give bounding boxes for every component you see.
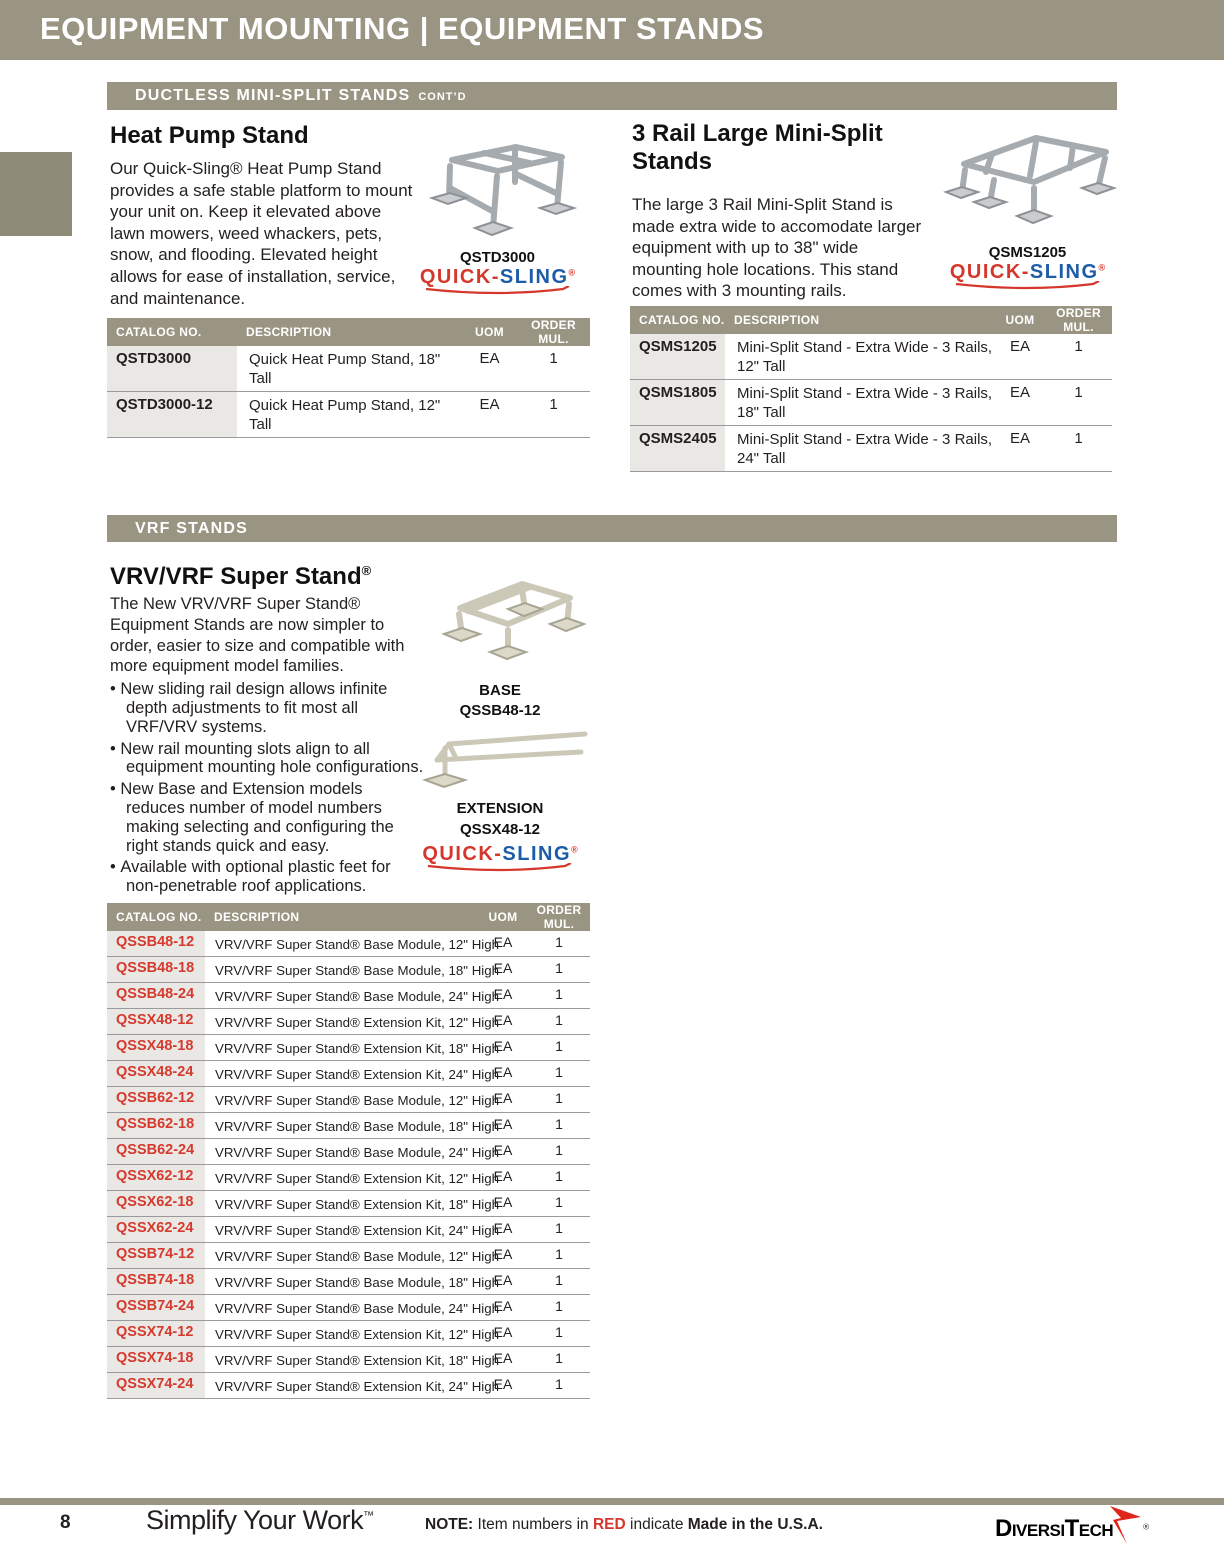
col-description: DESCRIPTION <box>237 318 462 346</box>
table-row: QSSX48-18 VRV/VRF Super Stand® Extension Kit, 18" High EA 1 <box>107 1035 590 1061</box>
vrf-description-block <box>110 594 425 896</box>
page-number: 8 <box>60 1512 71 1533</box>
table-row: QSTD3000 Quick Heat Pump Stand, 18" Tall EA 1 <box>107 346 590 392</box>
table-row: QSSB48-24 VRV/VRF Super Stand® Base Module, 24" High EA 1 <box>107 983 590 1009</box>
table-row: QSSB48-12 VRV/VRF Super Stand® Base Module, 12" High EA 1 <box>107 931 590 957</box>
table-row: QSSB62-12 VRV/VRF Super Stand® Base Module, 12" High EA 1 <box>107 1087 590 1113</box>
extension-model-caption: QSSX48-12 <box>459 821 541 838</box>
trademark-symbol: ™ <box>363 1510 374 1522</box>
quick-sling-logo: QUICK-SLING® <box>930 261 1125 290</box>
diversitech-arrow-icon <box>1109 1504 1143 1546</box>
table-row: QSSX48-24 VRV/VRF Super Stand® Extension Kit, 24" High EA 1 <box>107 1061 590 1087</box>
col-uom: UOM <box>995 306 1045 334</box>
qstd3000-caption: QSTD3000 <box>459 249 536 266</box>
col-description: DESCRIPTION <box>725 306 995 334</box>
qstd3000-product-image <box>420 136 578 246</box>
table-header-row <box>107 903 590 931</box>
table-row: QSMS1805 Mini-Split Stand - Extra Wide - 3 Rails, 18" Tall EA 1 <box>630 380 1112 426</box>
section-label: DUCTLESS MINI-SPLIT STANDS <box>135 87 411 104</box>
col-catalog: CATALOG NO. <box>630 306 725 334</box>
section-header-ductless <box>107 82 1117 110</box>
table-row: QSSB74-12 VRV/VRF Super Stand® Base Module, 12" High EA 1 <box>107 1243 590 1269</box>
bullet-item: • New sliding rail design allows infinite depth adjustments to fit most all VRF/VRV systems. <box>110 680 425 736</box>
quick-sling-logo: QUICK-SLING® <box>405 266 590 295</box>
footer-note: NOTE: Item numbers in RED indicate Made in the U.S.A. <box>425 1516 823 1533</box>
left-accent-block <box>0 152 72 236</box>
table-row: QSSB48-18 VRV/VRF Super Stand® Base Module, 18" High EA 1 <box>107 957 590 983</box>
table-row: QSMS1205 Mini-Split Stand - Extra Wide - 3 Rails, 12" Tall EA 1 <box>630 334 1112 380</box>
qssb48-12-product-image <box>428 568 590 676</box>
vrf-bullet-list <box>110 680 425 896</box>
footer-tagline: Simplify Your Work™ <box>146 1505 374 1535</box>
heat-pump-stand-title: Heat Pump Stand <box>110 122 309 149</box>
table-row: QSSB74-24 VRV/VRF Super Stand® Base Module, 24" High EA 1 <box>107 1295 590 1321</box>
table-row: QSSB62-18 VRV/VRF Super Stand® Base Module, 18" High EA 1 <box>107 1113 590 1139</box>
table-row: QSSX62-24 VRV/VRF Super Stand® Extension Kit, 24" High EA 1 <box>107 1217 590 1243</box>
table-row: QSSX62-12 VRV/VRF Super Stand® Extension Kit, 12" High EA 1 <box>107 1165 590 1191</box>
table-row: QSTD3000-12 Quick Heat Pump Stand, 12" Tall EA 1 <box>107 392 590 438</box>
bullet-item: • Available with optional plastic feet for non-penetrable roof applications. <box>110 858 425 896</box>
table-row: QSSX74-18 VRV/VRF Super Stand® Extension Kit, 18" High EA 1 <box>107 1347 590 1373</box>
bullet-item: • New rail mounting slots align to all equipment mounting hole configurations. <box>110 740 425 778</box>
col-catalog: CATALOG NO. <box>107 903 205 931</box>
base-caption: BASE <box>479 682 521 699</box>
registered-mark: ® <box>361 563 372 578</box>
three-rail-description: The large 3 Rail Mini-Split Stand is made extra wide to accomodate larger equipment with up to 38" wide mounting hole locations. This stand comes with 3 mounting rails. <box>632 195 922 301</box>
col-order-mul: ORDER MUL. <box>1045 306 1112 334</box>
table-header-row <box>630 306 1112 334</box>
extension-caption: EXTENSION <box>456 800 544 817</box>
diversitech-wordmark: DiversiTech <box>995 1515 1114 1542</box>
qsms1205-caption: QSMS1205 <box>988 244 1067 261</box>
table-row: QSSX74-24 VRV/VRF Super Stand® Extension Kit, 24" High EA 1 <box>107 1373 590 1399</box>
col-catalog: CATALOG NO. <box>107 318 237 346</box>
col-order-mul: ORDER MUL. <box>528 903 590 931</box>
quick-sling-logo: QUICK-SLING® <box>405 843 595 872</box>
qssx48-12-product-image <box>415 726 595 798</box>
table-row: QSMS2405 Mini-Split Stand - Extra Wide - 3 Rails, 24" Tall EA 1 <box>630 426 1112 472</box>
heat-pump-table <box>107 318 590 438</box>
col-description: DESCRIPTION <box>205 903 478 931</box>
page-header-banner <box>0 0 1224 60</box>
col-uom: UOM <box>462 318 517 346</box>
heat-pump-stand-description: Our Quick-Sling® Heat Pump Stand provides a safe stable platform to mount your unit on. Keep it elevated above lawn mowers, weed whackers, pets, snow, and flooding. Elevated height allows for ease of installation, service, and maintenance. <box>110 159 413 308</box>
table-row: QSSB74-18 VRV/VRF Super Stand® Base Module, 18" High EA 1 <box>107 1269 590 1295</box>
qsms1205-product-image <box>938 126 1120 241</box>
bullet-item: • New Base and Extension models reduces number of model numbers making selecting and configuring the right stands quick and easy. <box>110 780 425 855</box>
section-header-vrf <box>107 515 1117 542</box>
three-rail-table <box>630 306 1112 472</box>
table-row: QSSB62-24 VRV/VRF Super Stand® Base Module, 24" High EA 1 <box>107 1139 590 1165</box>
section-contd-label: CONT’D <box>418 91 467 103</box>
vrf-intro: The New VRV/VRF Super Stand® Equipment Stands are now simpler to order, easier to size and compatible with more equipment model families. <box>110 595 405 676</box>
table-header-row <box>107 318 590 346</box>
diversitech-logo <box>995 1504 1149 1546</box>
registered-mark: ® <box>1143 1522 1150 1532</box>
base-model-caption: QSSB48-12 <box>459 702 541 719</box>
vrf-table <box>107 903 590 1399</box>
col-order-mul: ORDER MUL. <box>517 318 590 346</box>
vrf-super-stand-title: VRV/VRF Super Stand® <box>110 563 372 590</box>
three-rail-title: 3 Rail Large Mini-Split Stands <box>632 120 883 175</box>
table-row: QSSX74-12 VRV/VRF Super Stand® Extension Kit, 12" High EA 1 <box>107 1321 590 1347</box>
col-uom: UOM <box>478 903 528 931</box>
page-title: EQUIPMENT MOUNTING | EQUIPMENT STANDS <box>40 11 765 46</box>
table-row: QSSX62-18 VRV/VRF Super Stand® Extension Kit, 18" High EA 1 <box>107 1191 590 1217</box>
table-row: QSSX48-12 VRV/VRF Super Stand® Extension Kit, 12" High EA 1 <box>107 1009 590 1035</box>
section-label: VRF STANDS <box>135 520 249 537</box>
